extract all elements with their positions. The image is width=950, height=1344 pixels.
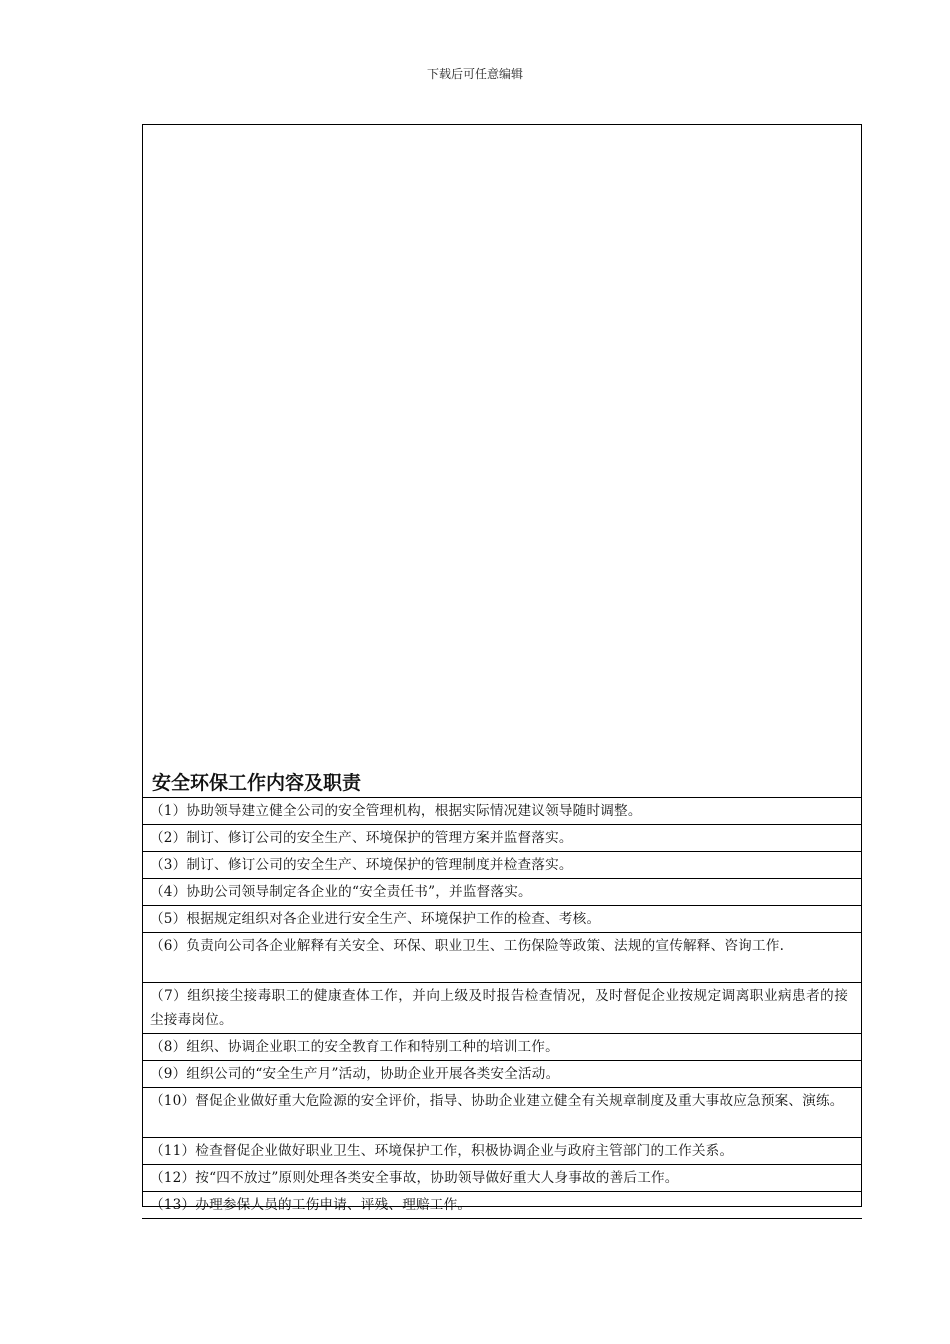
duty-item-1: （1）协助领导建立健全公司的安全管理机构，根据实际情况建议领导随时调整。 [142,798,862,825]
duty-item-12: （12）按“四不放过”原则处理各类安全事故，协助领导做好重大人身事故的善后工作。 [142,1165,862,1192]
header-note: 下载后可任意编辑 [426,67,523,81]
duty-item-11: （11）检查督促企业做好职业卫生、环境保护工作，积极协调企业与政府主管部门的工作关系。 [142,1138,862,1165]
duty-item-13: （13）办理参保人员的工伤申请、评残、理赔工作。 [142,1192,862,1219]
duty-item-9: （9）组织公司的“安全生产月”活动，协助企业开展各类安全活动。 [142,1061,862,1088]
duty-item-6: （6）负责向公司各企业解释有关安全、环保、职业卫生、工伤保险等政策、法规的宣传解释、咨询工作. [142,933,862,983]
duty-item-10: （10）督促企业做好重大危险源的安全评价，指导、协助企业建立健全有关规章制度及重大事故应急预案、演练。 [142,1088,862,1138]
duty-list [142,797,862,1219]
duty-item-2: （2）制订、修订公司的安全生产、环境保护的管理方案并监督落实。 [142,825,862,852]
duty-item-7: （7）组织接尘接毒职工的健康查体工作，并向上级及时报告检查情况，及时督促企业按规定调离职业病患者的接尘接毒岗位。 [142,983,862,1034]
section-title: 安全环保工作内容及职责 [152,772,362,794]
duty-item-5: （5）根据规定组织对各企业进行安全生产、环境保护工作的检查、考核。 [142,906,862,933]
duty-item-3: （3）制订、修订公司的安全生产、环境保护的管理制度并检查落实。 [142,852,862,879]
duty-item-4: （4）协助公司领导制定各企业的“安全责任书”，并监督落实。 [142,879,862,906]
duty-item-8: （8）组织、协调企业职工的安全教育工作和特别工种的培训工作。 [142,1034,862,1061]
